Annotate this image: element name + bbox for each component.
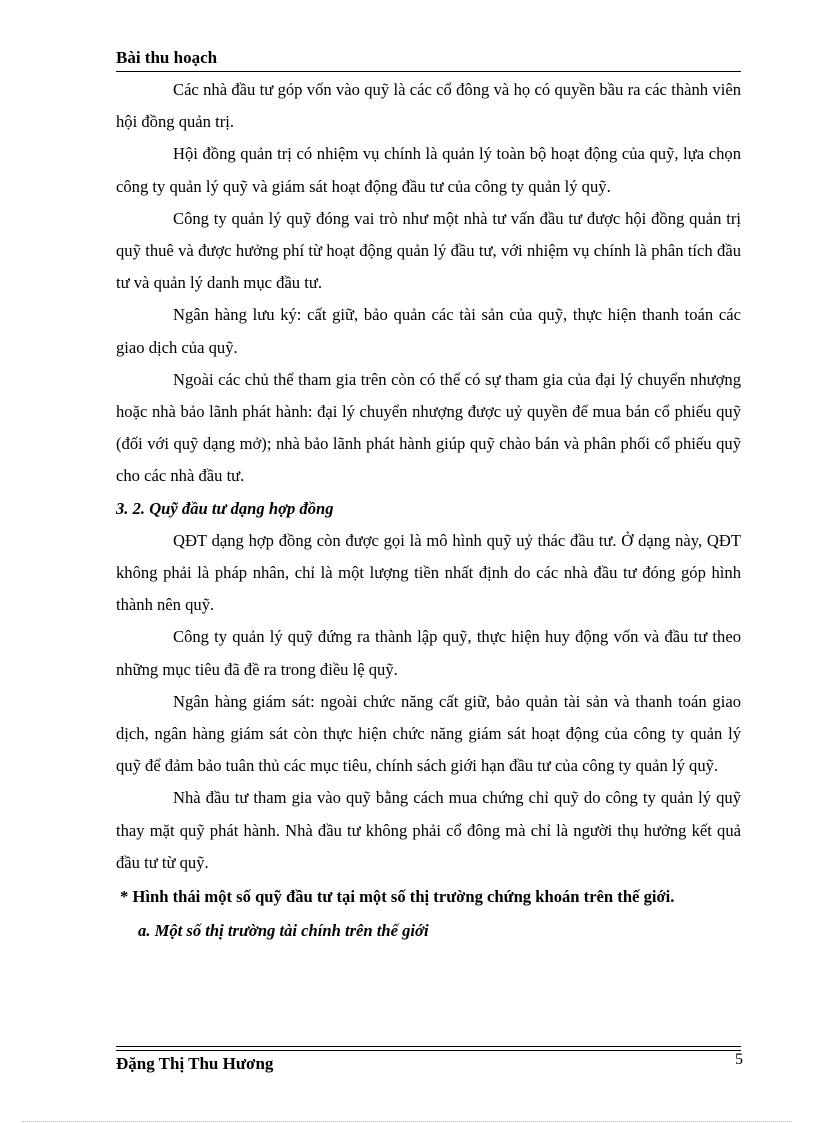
header-title: Bài thu hoạch [116, 48, 218, 67]
paragraph-other-parties: Ngoài các chủ thể tham gia trên còn có thể có sự tham gia của đại lý chuyển nhượng hoặc nhà bảo lãnh phát hành: đại lý chuyển nhượng được uỷ quyền để mua bán cổ phiếu quỹ (đối với quỹ dạng mở); nhà bảo lãnh phát hành giúp quỹ chào bán và phân phối cổ phiếu quỹ cho các nhà đầu tư. [116, 369, 741, 486]
paragraph-shareholders: Các nhà đầu tư góp vốn vào quỹ là các cổ đông và họ có quyền bầu ra các thành viên hội đồng quản trị. [116, 80, 741, 132]
paragraph-fund-establishment: Công ty quản lý quỹ đứng ra thành lập quỹ, thực hiện huy động vốn và đầu tư theo những mục tiêu đã đề ra trong điều lệ quỹ. [116, 627, 741, 679]
section-heading: 3. 2. Quỹ đầu tư dạng hợp đồng [116, 498, 334, 518]
page-number: 5 [735, 1051, 743, 1068]
page-bottom-border [22, 1121, 792, 1122]
paragraph-board: Hội đồng quản trị có nhiệm vụ chính là quản lý toàn bộ hoạt động của quỹ, lựa chọn công ty quản lý quỹ và giám sát hoạt động đầu tư của công ty quản lý quỹ. [116, 144, 741, 196]
header-rule [116, 71, 741, 72]
paragraph-custodian-bank: Ngân hàng lưu ký: cất giữ, bảo quản các tài sản của quỹ, thực hiện thanh toán các giao dịch của quỹ. [116, 305, 741, 357]
paragraph-management-company: Công ty quản lý quỹ đóng vai trò như một nhà tư vấn đầu tư được hội đồng quản trị quỹ thuê và được hưởng phí từ hoạt động quản lý đầu tư, với nhiệm vụ chính là phân tích đầu tư và quản lý danh mục đầu tư. [116, 208, 741, 293]
bold-note: * Hình thái một số quỹ đầu tư tại một số thị trường chứng khoán trên thế giới. [120, 887, 675, 907]
paragraph-supervisory-bank: Ngân hàng giám sát: ngoài chức năng cất giữ, bảo quản tài sản và thanh toán giao dịch, ngân hàng giám sát còn thực hiện chức năng giám sát hoạt động của công ty quản lý quỹ để đảm bảo tuân thủ các mục tiêu, chính sách giới hạn đầu tư của công ty quản lý quỹ. [116, 691, 741, 776]
body-text [116, 74, 741, 947]
paragraph-contract-fund: QĐT dạng hợp đồng còn được gọi là mô hình quỹ uỷ thác đầu tư. Ở dạng này, QĐT không phải là pháp nhân, chỉ là một lượng tiền nhất định do các nhà đầu tư đóng góp hình thành nên quỹ. [116, 530, 741, 615]
footer-rule [116, 1046, 741, 1051]
footer-author: Đặng Thị Thu Hương [116, 1054, 274, 1073]
subheading: a. Một số thị trường tài chính trên thế giới [138, 921, 429, 941]
paragraph-investors: Nhà đầu tư tham gia vào quỹ bằng cách mua chứng chỉ quỹ do công ty quản lý quỹ thay mặt quỹ phát hành. Nhà đầu tư không phải cổ đông mà chỉ là người thụ hưởng kết quả đầu tư từ quỹ. [116, 788, 741, 872]
